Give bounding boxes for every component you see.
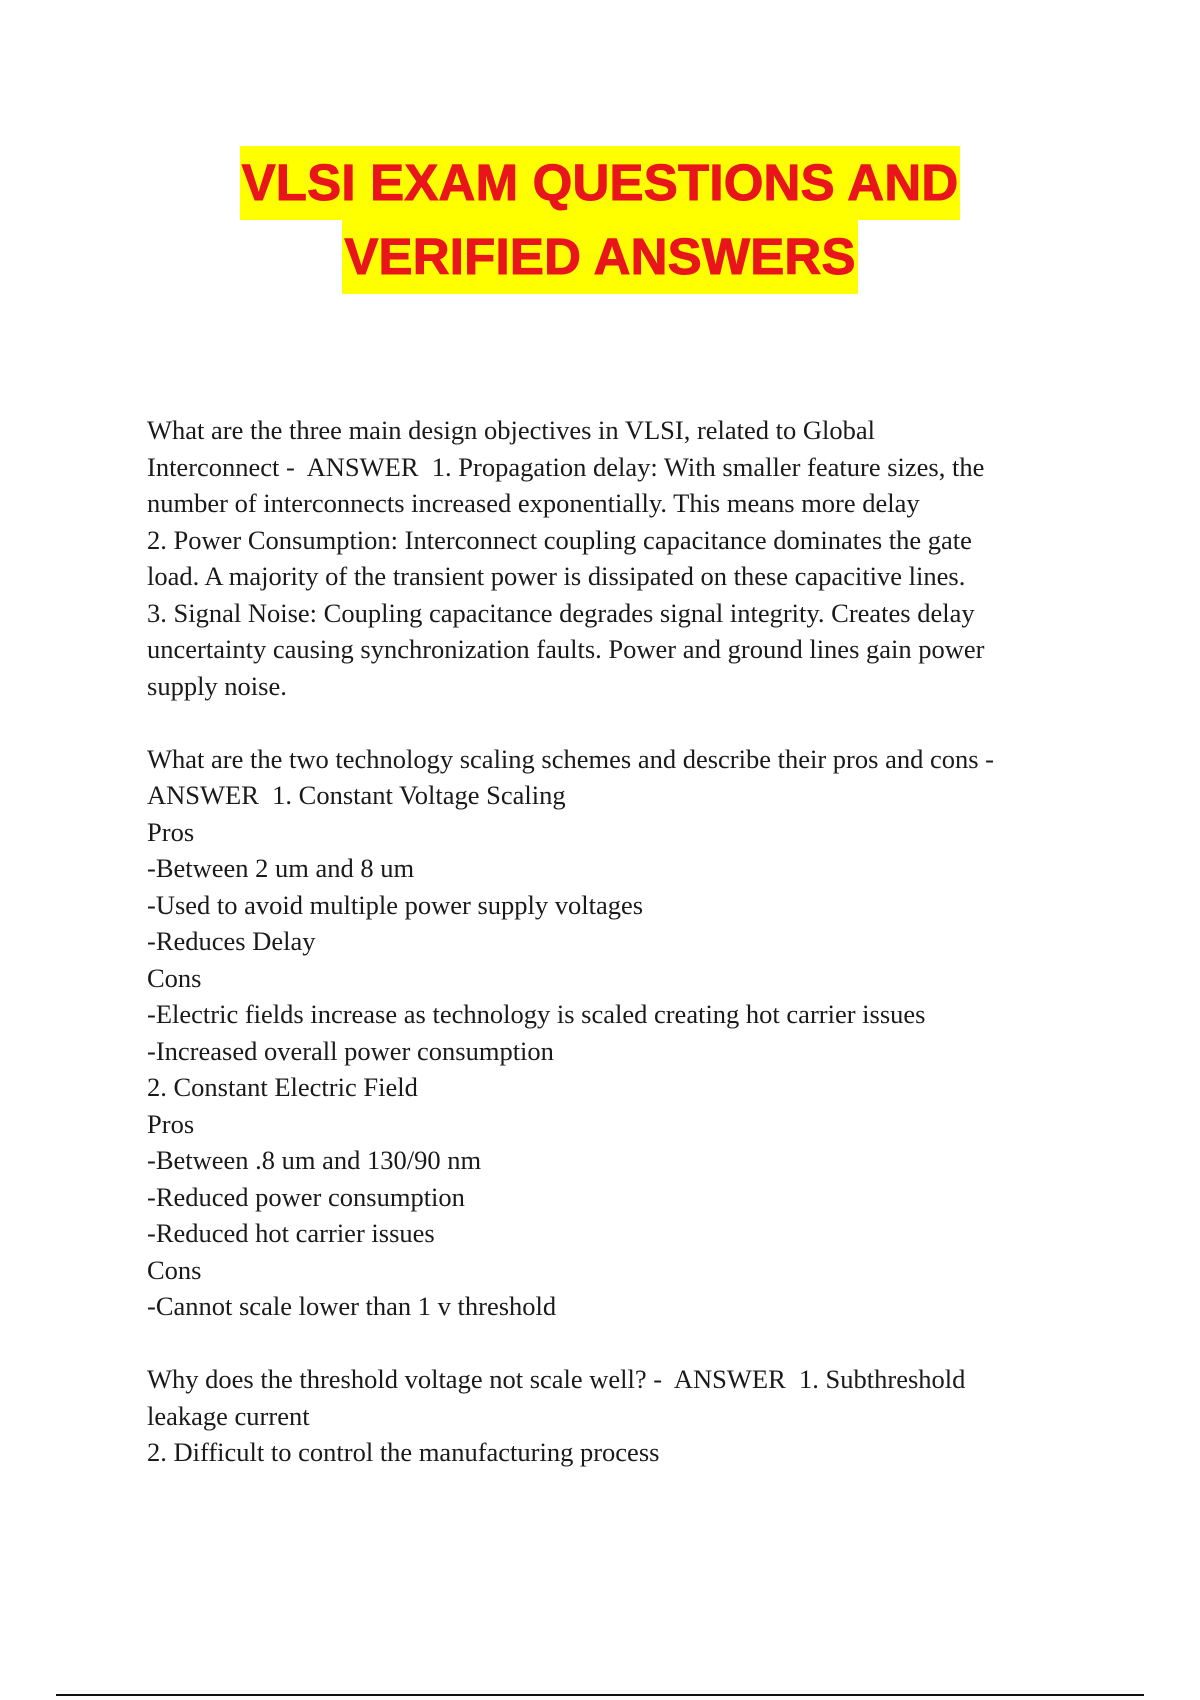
text-line: -Between .8 um and 130/90 nm bbox=[147, 1145, 482, 1175]
text-line: -Between 2 um and 8 um bbox=[147, 853, 415, 883]
text-line: 3. Signal Noise: Coupling capacitance degrades signal integrity. Creates delay bbox=[147, 597, 975, 628]
document-title bbox=[0, 146, 1200, 294]
text-line: Pros bbox=[147, 816, 195, 847]
qa-entry-2 bbox=[147, 741, 1077, 1325]
text-line: ANSWER 1. Constant Voltage Scaling bbox=[147, 780, 566, 810]
page-bottom-rule bbox=[56, 1694, 1144, 1696]
text-line: Interconnect - ANSWER 1. Propagation delay: With smaller feature sizes, the bbox=[147, 451, 985, 482]
text-line: 2. Difficult to control the manufacturing process bbox=[147, 1437, 660, 1467]
title-line-2: VERIFIED ANSWERS bbox=[342, 220, 857, 294]
document-body bbox=[147, 412, 1077, 1507]
text-line: leakage current bbox=[147, 1400, 310, 1431]
text-line: Why does the threshold voltage not scale well? - ANSWER 1. Subthreshold bbox=[147, 1364, 966, 1394]
text-line: Cons bbox=[147, 1254, 202, 1285]
text-line: -Reduces Delay bbox=[147, 926, 316, 956]
text-line: -Cannot scale lower than 1 v threshold bbox=[147, 1291, 557, 1321]
text-line: What are the three main design objectives in VLSI, related to Global bbox=[147, 415, 876, 445]
text-line: 2. Constant Electric Field bbox=[147, 1072, 418, 1102]
text-line: supply noise. bbox=[147, 670, 287, 701]
text-line: Pros bbox=[147, 1108, 195, 1139]
text-line: number of interconnects increased exponentially. This means more delay bbox=[147, 488, 920, 518]
qa-entry-3 bbox=[147, 1361, 1077, 1471]
text-line: load. A majority of the transient power is dissipated on these capacitive lines. bbox=[147, 561, 966, 591]
text-line: Cons bbox=[147, 962, 202, 993]
text-line: uncertainty causing synchronization faults. Power and ground lines gain power bbox=[147, 634, 985, 664]
text-line: -Used to avoid multiple power supply voltages bbox=[147, 889, 644, 920]
text-line: What are the two technology scaling schemes and describe their pros and cons - bbox=[147, 743, 994, 774]
title-line-1: VLSI EXAM QUESTIONS AND bbox=[240, 146, 961, 220]
qa-entry-1 bbox=[147, 412, 1077, 704]
text-line: 2. Power Consumption: Interconnect coupling capacitance dominates the gate bbox=[147, 524, 972, 555]
text-line: -Reduced power consumption bbox=[147, 1181, 465, 1212]
text-line: -Increased overall power consumption bbox=[147, 1035, 554, 1066]
text-line: -Reduced hot carrier issues bbox=[147, 1218, 435, 1248]
text-line: -Electric fields increase as technology is scaled creating hot carrier issues bbox=[147, 999, 926, 1029]
